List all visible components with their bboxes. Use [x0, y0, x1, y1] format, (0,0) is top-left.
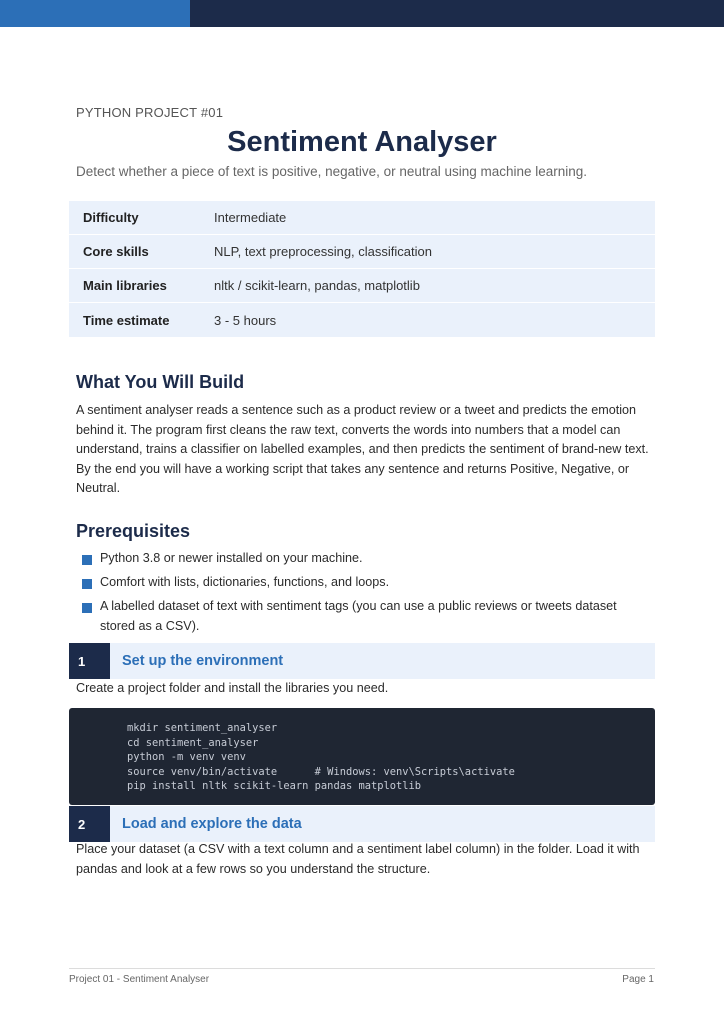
info-value: 3 - 5 hours: [214, 312, 277, 328]
list-item-text: A labelled dataset of text with sentiment tags (you can use a public reviews or tweets dataset stored as a CSV).: [100, 599, 617, 633]
list-item-text: Comfort with lists, dictionaries, functions, and loops.: [100, 575, 390, 589]
step-1-header: [69, 643, 655, 679]
list-item: [82, 573, 654, 593]
info-key: Difficulty: [83, 210, 139, 225]
page-title: Sentiment Analyser: [227, 126, 497, 158]
info-row-main-libraries: [69, 269, 655, 303]
project-kicker: PYTHON PROJECT #01: [76, 105, 224, 120]
info-value: NLP, text preprocessing, classification: [214, 244, 432, 259]
footer-divider: [69, 968, 655, 969]
info-row-time-estimate: [69, 303, 655, 337]
code-line: mkdir sentiment_analyser: [127, 722, 278, 734]
code-line: source venv/bin/activate # Windows: venv\Scripts\activate: [127, 765, 515, 778]
list-item-text: Python 3.8 or newer installed on your machine.: [100, 551, 363, 565]
bullet-square-icon: [82, 555, 92, 565]
step-number-badge: 2: [69, 806, 110, 842]
section-heading-what-you-will-build: What You Will Build: [76, 372, 245, 392]
step-number-badge: 1: [69, 643, 110, 679]
code-block: [69, 708, 655, 805]
prerequisites-list: [82, 549, 654, 641]
step-2-header: [69, 806, 655, 842]
top-banner-accent: [0, 0, 190, 27]
step-title: Set up the environment: [122, 653, 284, 669]
footer-page-number: Page 1: [622, 974, 654, 985]
bullet-square-icon: [82, 579, 92, 589]
info-row-difficulty: [69, 201, 655, 235]
info-key: Core skills: [83, 244, 149, 259]
info-key: Time estimate: [83, 312, 170, 328]
code-line: cd sentiment_analyser: [127, 736, 259, 749]
page-subtitle: Detect whether a piece of text is positive, negative, or neutral using machine learning.: [76, 164, 588, 179]
step-2-description: Place your dataset (a CSV with a text column and a sentiment label column) in the folder. Load it with pandas and look at a few rows so you understand the structure.: [76, 842, 640, 876]
info-value: Intermediate: [214, 210, 287, 225]
build-description: A sentiment analyser reads a sentence such as a product review or a tweet and predicts the emotion behind it. The program first cleans the raw text, converts the words into numbers that a model can understand, trains a classifier on labelled examples, and then predicts the sentiment of brand-new text. By the end you will have a working script that takes any sentence and returns Positive, Negative, or Neutral.: [76, 403, 649, 495]
code-line: python -m venv venv: [127, 751, 246, 764]
step-1-description: Create a project folder and install the libraries you need.: [76, 681, 389, 695]
info-key: Main libraries: [83, 278, 167, 293]
code-line: pip install nltk scikit-learn pandas matplotlib: [127, 780, 422, 793]
footer-project-label: Project 01 - Sentiment Analyser: [69, 974, 210, 985]
step-title: Load and explore the data: [122, 816, 302, 832]
top-banner: [0, 0, 724, 27]
bullet-square-icon: [82, 603, 92, 613]
list-item: [82, 549, 654, 569]
section-heading-prerequisites: Prerequisites: [76, 521, 191, 541]
info-row-core-skills: [69, 235, 655, 269]
project-info-table: [69, 201, 655, 337]
list-item: [82, 597, 654, 636]
info-value: nltk / scikit-learn, pandas, matplotlib: [214, 278, 420, 293]
